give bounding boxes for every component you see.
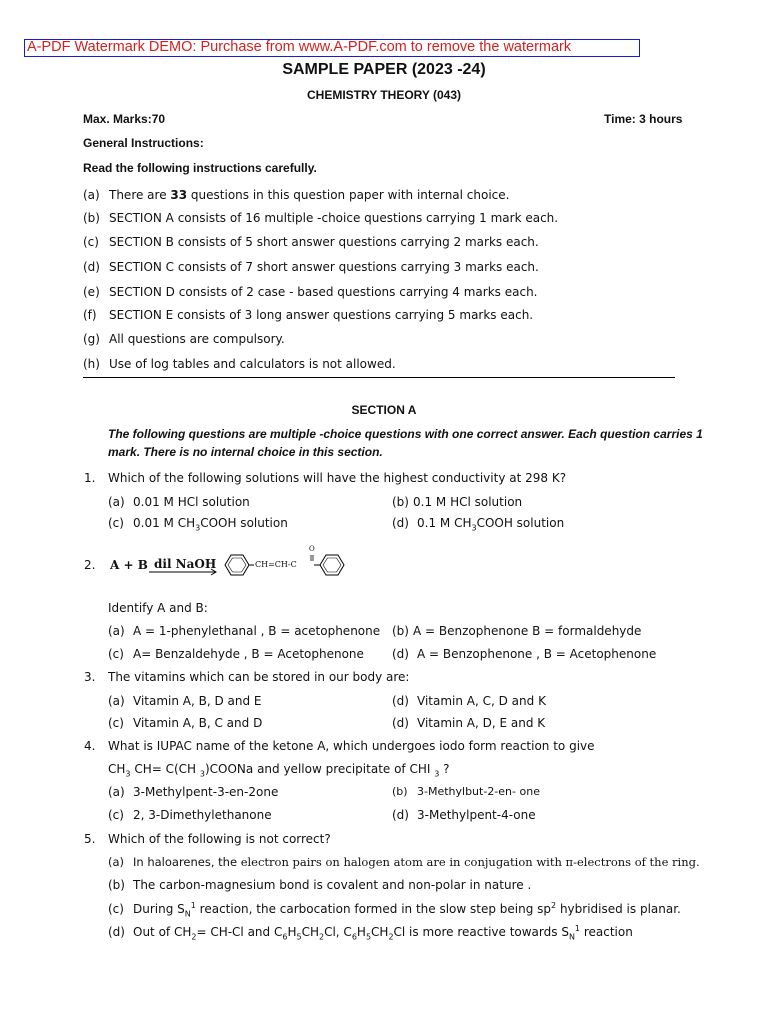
benzene-ring-right-inner xyxy=(323,558,341,572)
question-number: 5. xyxy=(84,832,96,846)
reagent-label: dil NaOH xyxy=(154,557,217,571)
option-a: (a) In haloarenes, the electron pairs on halogen atom are in conjugation with π-electrons of the ring. xyxy=(108,855,700,869)
option-c: (c) 0.01 M $CH_3COOH$ solution xyxy=(108,516,288,533)
option-c: (c) 2, 3-Dimethylethanone xyxy=(108,808,272,822)
option-c: (c) A= Benzaldehyde , B = Acetophenone xyxy=(108,647,364,661)
instruction-item: (h) Use of log tables and calculators is not allowed. xyxy=(83,357,396,371)
question-number: 2. xyxy=(84,558,96,572)
paper-title: SAMPLE PAPER (2023 -24) xyxy=(282,61,486,78)
option-b: (b) A = Benzophenone B = formaldehyde xyxy=(392,624,642,638)
option-d: (d) 0.1 M $CH_3COOH$ solution xyxy=(392,516,565,533)
divider-line xyxy=(83,377,675,378)
max-marks: Max. Marks:70 xyxy=(83,112,166,126)
question-number: 3. xyxy=(84,670,96,684)
instruction-item: (b) SECTION A consists of 16 multiple -choice questions carrying 1 mark each. xyxy=(83,211,559,225)
option-b: (b) 0.1 M HCl solution xyxy=(392,495,523,509)
reactants-label: A + B xyxy=(110,558,148,572)
general-instructions-heading: General Instructions: xyxy=(83,136,204,150)
option-a: (a) 0.01 M HCl solution xyxy=(108,495,250,509)
section-note-line-1: The following questions are multiple -choice questions with one correct answer. Each question carries 1 xyxy=(108,427,703,441)
question-text: Which of the following solutions will have the highest conductivity at 298 K? xyxy=(108,471,567,485)
option-a: (a) Vitamin A, B, D and E xyxy=(108,694,262,708)
option-a: (a) 3-Methylpent-3-en-2one xyxy=(108,785,279,799)
question-text-line-2: $CH_3$ CH= C(CH $_3$)COONa and yellow precipitate of CHI $_3$ ? xyxy=(108,762,450,779)
product-chain-label: CH=CH-C xyxy=(255,560,297,569)
option-d: (d) Out of $CH_2= CH-Cl$ and $C_6H_5CH_2Cl$, $C_6H_5CH_2Cl$ is more reactive towards $S_N^1$ reaction xyxy=(108,924,633,942)
question-number: 1. xyxy=(84,471,96,485)
instruction-item: (c) SECTION B consists of 5 short answer questions carrying 2 marks each. xyxy=(83,235,539,249)
option-c: (c) Vitamin A, B, C and D xyxy=(108,716,263,730)
option-b: (b) 3-Methylbut-2-en- one xyxy=(392,785,540,798)
instruction-item: (a) There are 33 questions in this question paper with internal choice. xyxy=(83,188,510,202)
section-title: SECTION A xyxy=(351,403,417,417)
benzene-ring-left-inner xyxy=(228,558,246,572)
paper-subtitle: CHEMISTRY THEORY (043) xyxy=(306,88,462,102)
option-c: (c) During $S_N^1$ reaction, the carbocation formed in the slow step being $sp^2$ hybridised is planar. xyxy=(108,901,681,919)
section-note-line-2: mark. There is no internal choice in this section. xyxy=(108,445,383,459)
question-number: 4. xyxy=(84,739,96,753)
option-a: (a) A = 1-phenylethanal , B = acetophenone xyxy=(108,624,381,638)
question-text: Which of the following is not correct? xyxy=(108,832,331,846)
read-instructions-heading: Read the following instructions carefully. xyxy=(83,161,317,175)
option-b: (d) Vitamin A, C, D and K xyxy=(392,694,546,708)
question-text: The vitamins which can be stored in our body are: xyxy=(108,670,410,684)
instruction-item: (d) SECTION C consists of 7 short answer questions carrying 3 marks each. xyxy=(83,260,539,274)
instruction-item: (e) SECTION D consists of 2 case - based questions carrying 4 marks each. xyxy=(83,285,538,299)
watermark-banner: A-PDF Watermark DEMO: Purchase from www.A-PDF.com to remove the watermark xyxy=(24,39,640,57)
identify-prompt: Identify A and B: xyxy=(108,601,208,615)
time-allowed: Time: 3 hours xyxy=(604,112,683,126)
option-d: (d) 3-Methylpent-4-one xyxy=(392,808,536,822)
carbonyl-oxygen-label: O xyxy=(309,545,315,553)
question-text: What is IUPAC name of the ketone A, which undergoes iodo form reaction to give xyxy=(108,739,595,753)
option-d: (d) Vitamin A, D, E and K xyxy=(392,716,546,730)
option-b: (b) The carbon-magnesium bond is covalent and non-polar in nature . xyxy=(108,878,532,892)
option-d: (d) A = Benzophenone , B = Acetophenone xyxy=(392,647,657,661)
instruction-item: (g) All questions are compulsory. xyxy=(83,332,285,346)
instruction-item: (f) SECTION E consists of 3 long answer questions carrying 5 marks each. xyxy=(83,308,534,322)
